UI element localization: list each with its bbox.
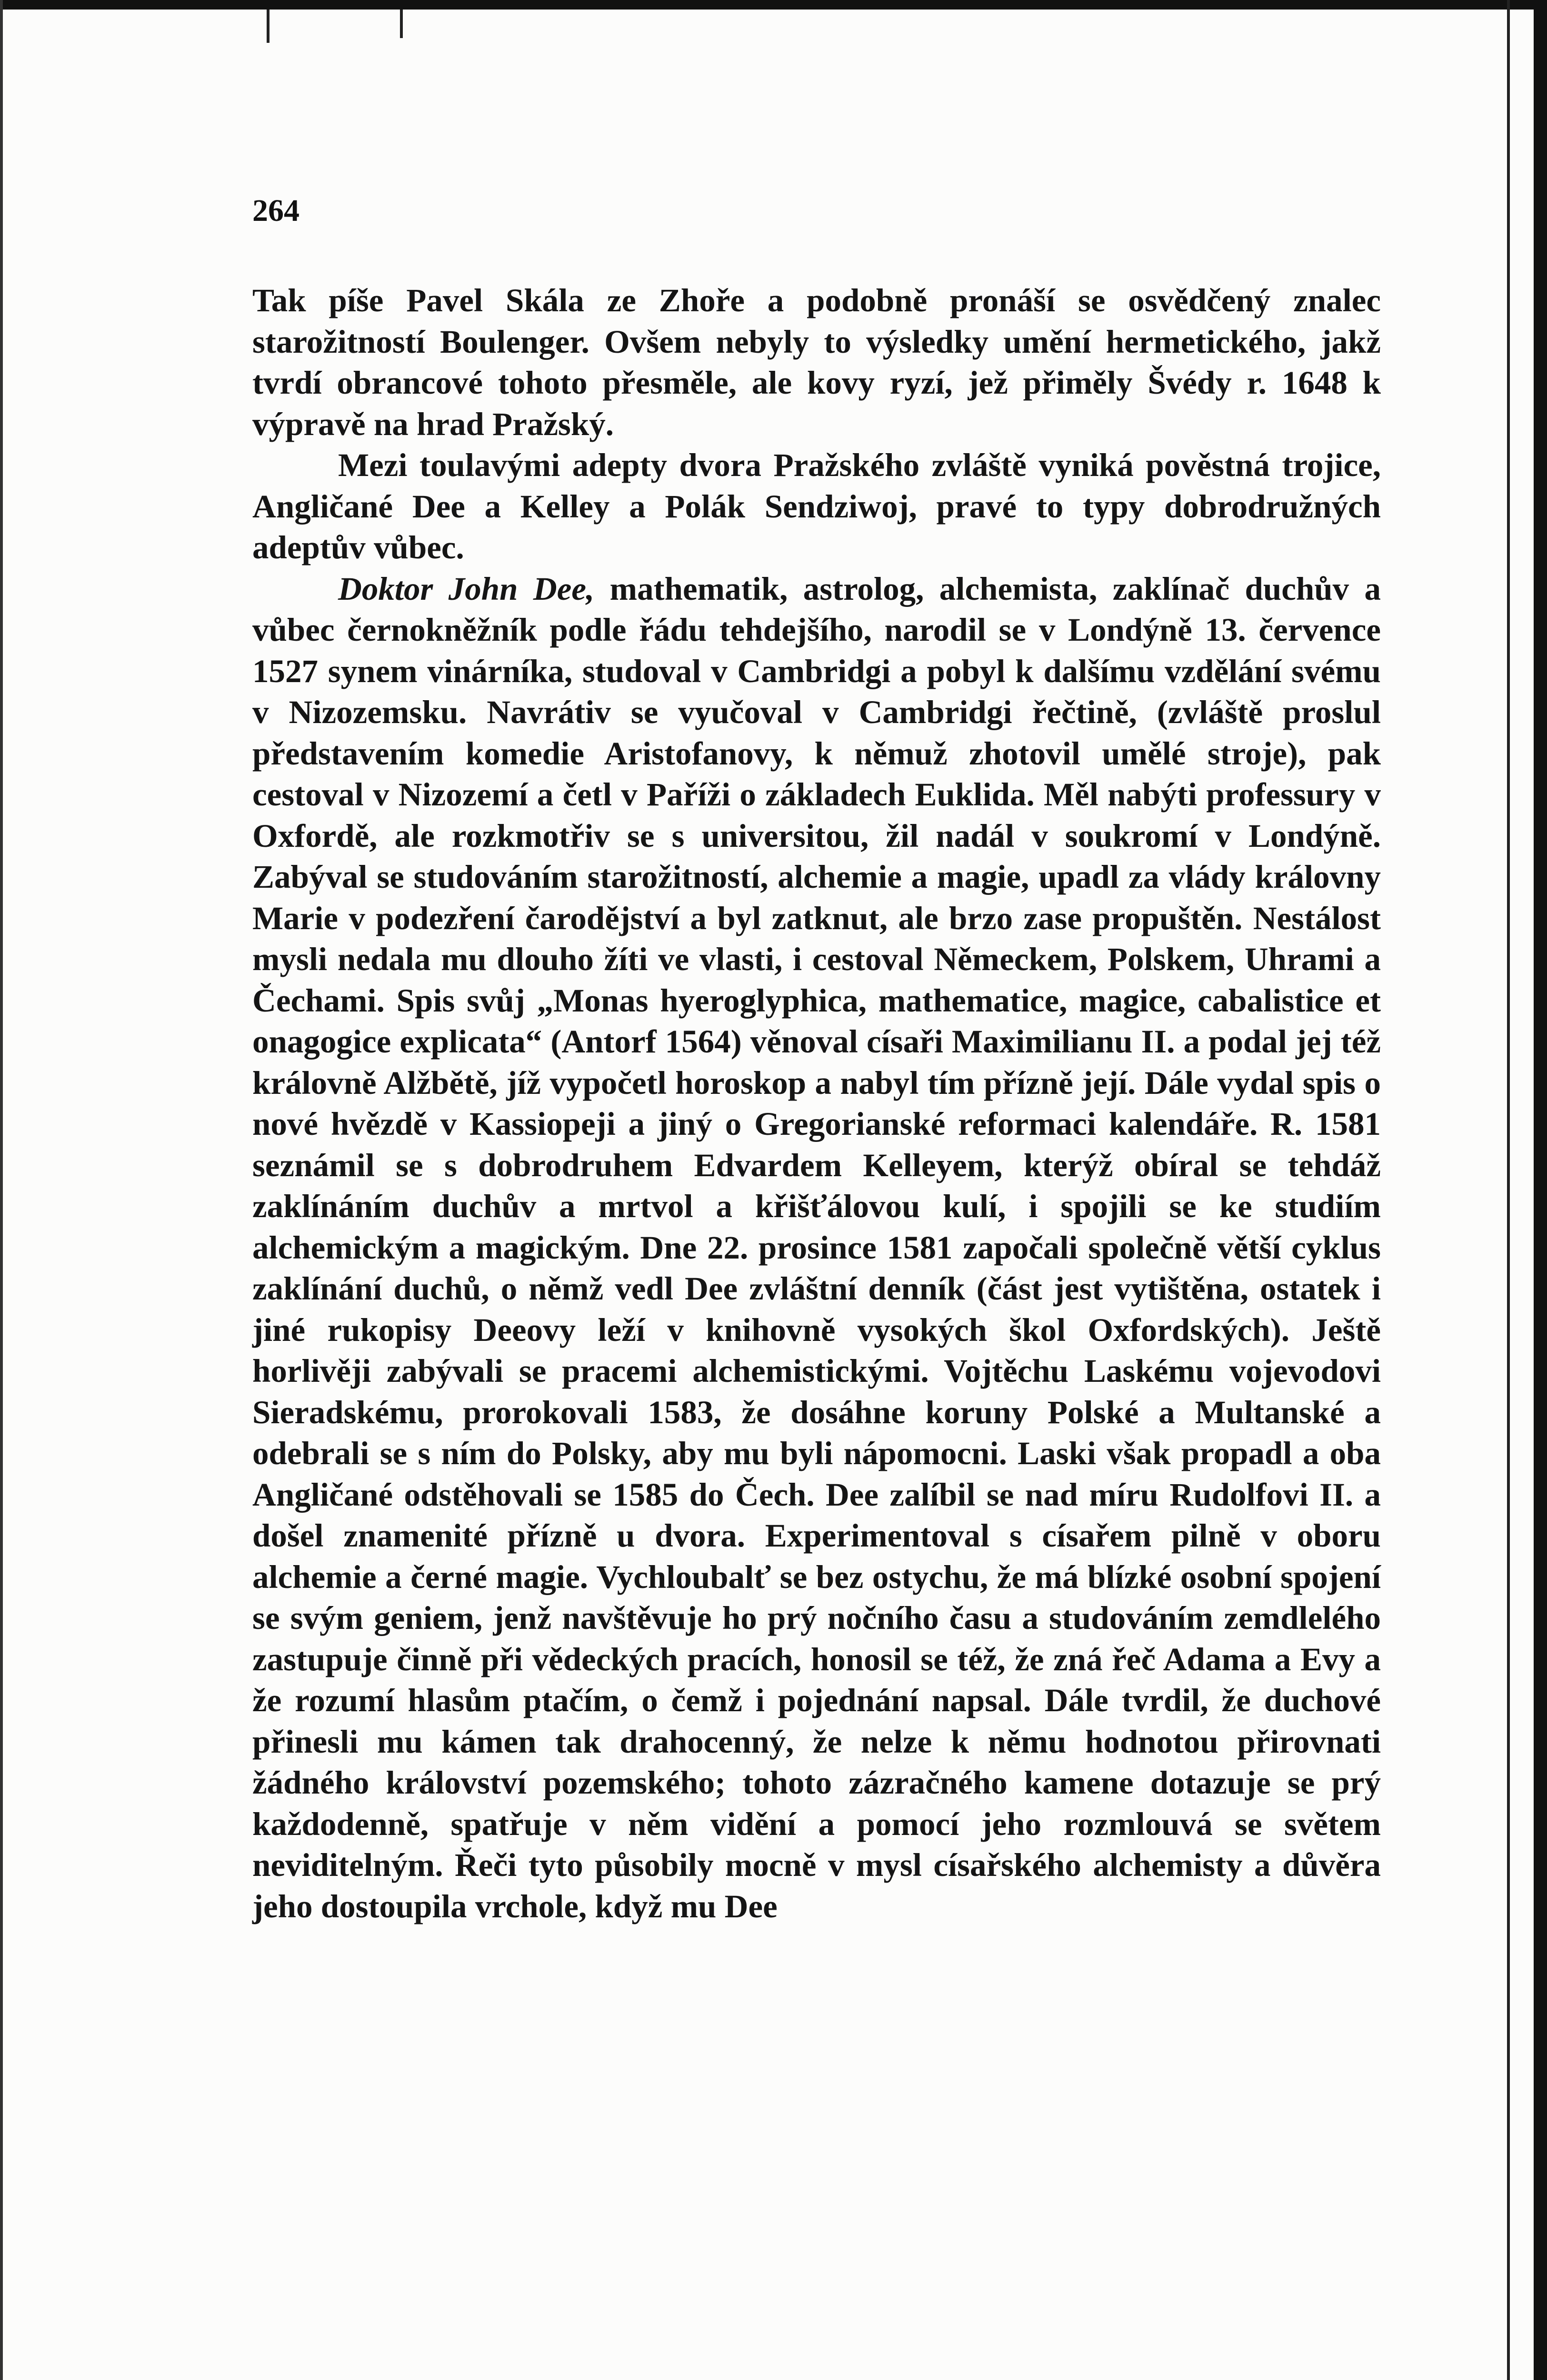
scan-artifact-mark: [267, 10, 269, 43]
paragraph-3-text: mathematik, astrolog, alchemista, zaklínač duchův a vůbec černokněžník podle řádu tehdejšího, narodil se v Londýně 13. července 1527 synem vinárníka, studoval v Cambridgi a pobyl k dalšímu vzdělání svému v Nizozemsku. Navrátiv se vyučoval v Cambridgi řečtině, (zvláště proslul představením komedie Aristofanovy, k němuž zhotovil umělé stroje), pak cestoval v Nizozemí a četl v Paříži o základech Euklida. Měl nabýti professury v Oxfordě, ale rozkmotřiv se s universitou, žil nadál v soukromí v Londýně. Zabýval se studováním starožitností, alchemie a magie, upadl za vlády královny Marie v podezření čarodějství a byl zatknut, ale brzo zase propuštěn. Nestálost mysli nedala mu dlouho žíti ve vlasti, i cestoval Německem, Polskem, Uhrami a Čechami. Spis svůj „Monas hyeroglyphica, mathematice, magice, cabalistice et onagogice explicata“ (Antorf 1564) věnoval císaři Maximilianu II. a podal jej též královně Alžbětě, jíž vypočetl horoskop a nabyl tím přízně její. Dále vydal spis o nové hvězdě v Kassiopeji a jiný o Gregorianské reformaci kalendáře. R. 1581 seznámil se s dobrodruhem Edvardem Kelleyem, kterýž obíral se tehdáž zaklínáním duchův a mrtvol a křišťálovou kulí, i spojili se ke studiím alchemickým a magickým. Dne 22. prosince 1581 započali společně větší cyklus zaklínání duchů, o němž vedl Dee zvláštní denník (část jest vytištěna, ostatek i jiné rukopisy Deeovy leží v knihovně vysokých škol Oxfordských). Ještě horlivěji zabývali se pracemi alchemistickými. Vojtěchu Laskému vojevodovi Sieradskému, prorokovali 1583, že dosáhne koruny Polské a Multanské a odebrali se s ním do Polsky, aby mu byli nápomocni. Laski však propadl a oba Angličané odstěhovali se 1585 do Čech. Dee zalíbil se nad míru Rudolfovi II. a došel znamenité přízně u dvora. Experimentoval s císařem pilně v oboru alchemie a černé magie. Vychloubalť se bez ostychu, že má blízké osobní spojení se svým geniem, jenž navštěvuje ho prý nočního času a studováním zemdlelého zastupuje činně při vědeckých pracích, honosil se též, že zná řeč Adama a Evy a že rozumí hlasům ptačím, o čemž i pojednání napsal. Dále tvrdil, že duchové přinesli mu kámen tak drahocenný, že nelze k němu hodnotou přirovnati žádného království pozemského; tohoto zázračného kamene dotazuje se prý každodenně, spatřuje v něm vidění a pomocí jeho rozmlouvá se světem neviditelným. Řeči tyto působily mocně v mysl císařského alchemisty a důvěra jeho dostoupila vrchole, když mu Dee: [252, 570, 1381, 1924]
paragraph-3-lead-name: Doktor John Dee,: [338, 570, 595, 607]
scan-artifact-mark: [400, 10, 403, 38]
body-text: [252, 280, 1381, 1927]
paragraph-1: Tak píše Pavel Skála ze Zhoře a podobně pronáší se osvědčený znalec starožitností Boulenger. Ovšem nebyly to výsledky umění hermetického, jakž tvrdí obrancové tohoto přesměle, ale kovy ryzí, jež přiměly Švédy r. 1648 k výpravě na hrad Pražský.: [252, 282, 1381, 442]
page-number: 264: [252, 193, 299, 228]
scan-border-top: [0, 0, 1547, 10]
scan-border-right: [1534, 0, 1547, 2380]
paragraph-2: Mezi toulavými adepty dvora Pražského zvláště vyniká pověstná trojice, Angličané Dee a Kelley a Polák Sendziwoj, pravé to typy dobrodružných adeptův vůbec.: [252, 447, 1381, 565]
paragraph-3: [252, 568, 1381, 1927]
scan-border-right-inner: [1507, 0, 1510, 2380]
scan-border-left: [0, 0, 3, 2380]
